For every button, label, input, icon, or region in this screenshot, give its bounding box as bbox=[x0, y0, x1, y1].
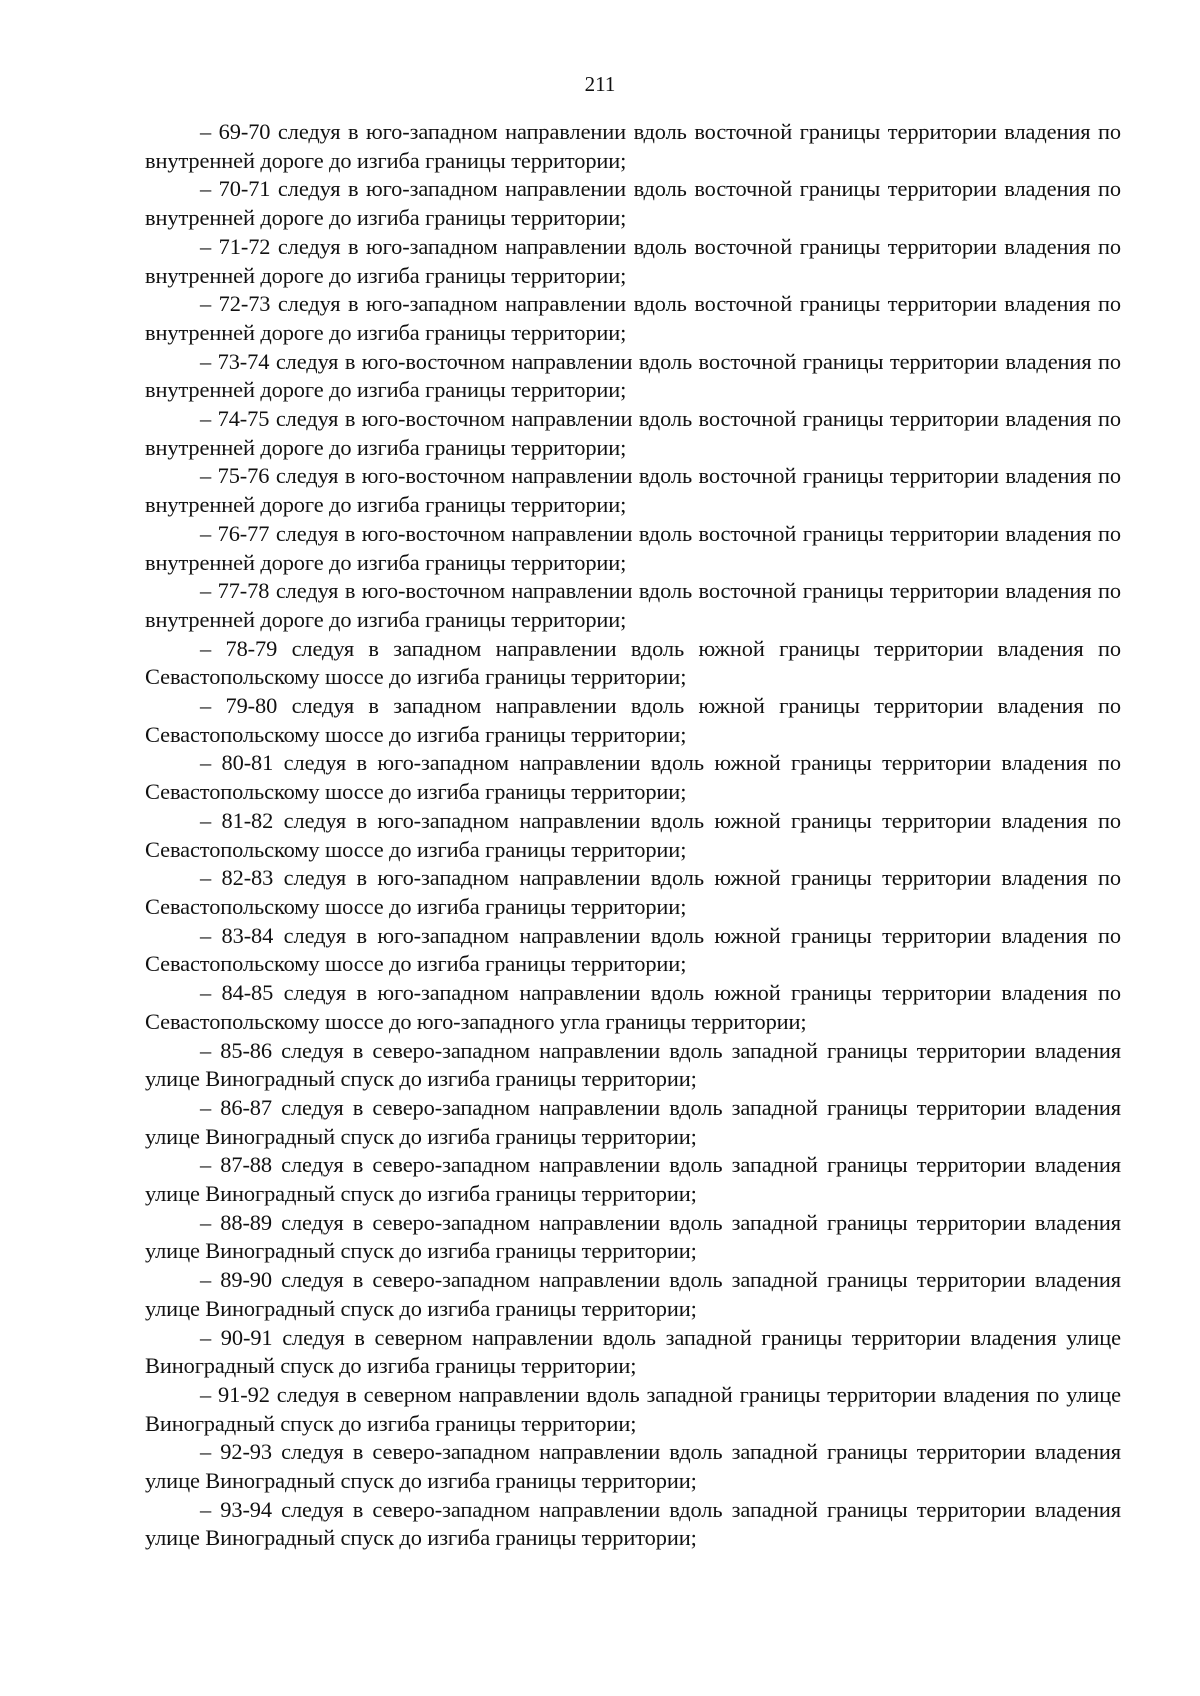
boundary-segment-92-93: – 92-93 следуя в северо-западном направлении вдоль западной границы территории владения улице Виноградный спуск до изгиба границы территории; bbox=[145, 1439, 1121, 1494]
boundary-segment-93-94: – 93-94 следуя в северо-западном направлении вдоль западной границы территории владения улице Виноградный спуск до изгиба границы территории; bbox=[145, 1496, 1121, 1551]
boundary-segment-91-92: – 91-92 следуя в северном направлении вдоль западной границы территории владения по улице Виноградный спуск до изгиба границы территории; bbox=[145, 1381, 1121, 1436]
boundary-segment-89-90: – 89-90 следуя в северо-западном направлении вдоль западной границы территории владения улице Виноградный спуск до изгиба границы территории; bbox=[145, 1267, 1121, 1321]
boundary-segment-69-70: – 69-70 следуя в юго-западном направлении вдоль восточной границы территории владения по внутренней дороге до изгиба границы территории; bbox=[145, 119, 1121, 173]
boundary-segment-79-80: – 79-80 следуя в западном направлении вдоль южной границы территории владения по Севастопольскому шоссе до изгиба границы территории; bbox=[145, 693, 1121, 747]
page-number: 211 bbox=[584, 72, 616, 96]
boundary-segment-70-71: – 70-71 следуя в юго-западном направлении вдоль восточной границы территории владения по внутренней дороге до изгиба границы территории; bbox=[145, 176, 1121, 231]
boundary-segment-80-81: – 80-81 следуя в юго-западном направлении вдоль южной границы территории владения по Севастопольскому шоссе до изгиба границы территории; bbox=[145, 750, 1121, 805]
boundary-segment-88-89: – 88-89 следуя в северо-западном направлении вдоль западной границы территории владения улице Виноградный спуск до изгиба границы территории; bbox=[145, 1209, 1121, 1264]
boundary-segment-85-86: – 85-86 следуя в северо-западном направлении вдоль западной границы территории владения улице Виноградный спуск до изгиба границы территории; bbox=[145, 1037, 1121, 1092]
boundary-segment-74-75: – 74-75 следуя в юго-восточном направлении вдоль восточной границы территории владения по внутренней дороге до изгиба границы территории; bbox=[145, 406, 1121, 460]
boundary-segment-87-88: – 87-88 следуя в северо-западном направлении вдоль западной границы территории владения улице Виноградный спуск до изгиба границы территории; bbox=[145, 1152, 1121, 1207]
boundary-segment-86-87: – 86-87 следуя в северо-западном направлении вдоль западной границы территории владения улице Виноградный спуск до изгиба границы территории; bbox=[145, 1094, 1121, 1149]
boundary-segment-90-91: – 90-91 следуя в северном направлении вдоль западной границы территории владения улице Виноградный спуск до изгиба границы территории; bbox=[145, 1324, 1121, 1379]
boundary-segment-83-84: – 83-84 следуя в юго-западном направлении вдоль южной границы территории владения по Севастопольскому шоссе до изгиба границы территории; bbox=[145, 922, 1121, 977]
boundary-segment-75-76: – 75-76 следуя в юго-восточном направлении вдоль восточной границы территории владения по внутренней дороге до изгиба границы территории; bbox=[145, 463, 1121, 518]
boundary-segment-78-79: – 78-79 следуя в западном направлении вдоль южной границы территории владения по Севастопольскому шоссе до изгиба границы территории; bbox=[145, 635, 1121, 690]
boundary-segment-72-73: – 72-73 следуя в юго-западном направлении вдоль восточной границы территории владения по внутренней дороге до изгиба границы территории; bbox=[145, 291, 1121, 345]
boundary-segment-71-72: – 71-72 следуя в юго-западном направлении вдоль восточной границы территории владения по внутренней дороге до изгиба границы территории; bbox=[145, 233, 1121, 288]
boundary-segment-84-85: – 84-85 следуя в юго-западном направлении вдоль южной границы территории владения по Севастопольскому шоссе до юго-западного угла границы территории; bbox=[145, 980, 1121, 1034]
boundary-segment-81-82: – 81-82 следуя в юго-западном направлении вдоль южной границы территории владения по Севастопольскому шоссе до изгиба границы территории; bbox=[145, 807, 1121, 862]
document-body bbox=[145, 118, 1121, 1553]
boundary-segment-77-78: – 77-78 следуя в юго-восточном направлении вдоль восточной границы территории владения по внутренней дороге до изгиба границы территории; bbox=[145, 578, 1121, 632]
boundary-segment-76-77: – 76-77 следуя в юго-восточном направлении вдоль восточной границы территории владения по внутренней дороге до изгиба границы территории; bbox=[145, 520, 1121, 575]
boundary-segment-73-74: – 73-74 следуя в юго-восточном направлении вдоль восточной границы территории владения по внутренней дороге до изгиба границы территории; bbox=[145, 348, 1121, 403]
boundary-segment-82-83: – 82-83 следуя в юго-западном направлении вдоль южной границы территории владения по Севастопольскому шоссе до изгиба границы территории; bbox=[145, 865, 1121, 919]
